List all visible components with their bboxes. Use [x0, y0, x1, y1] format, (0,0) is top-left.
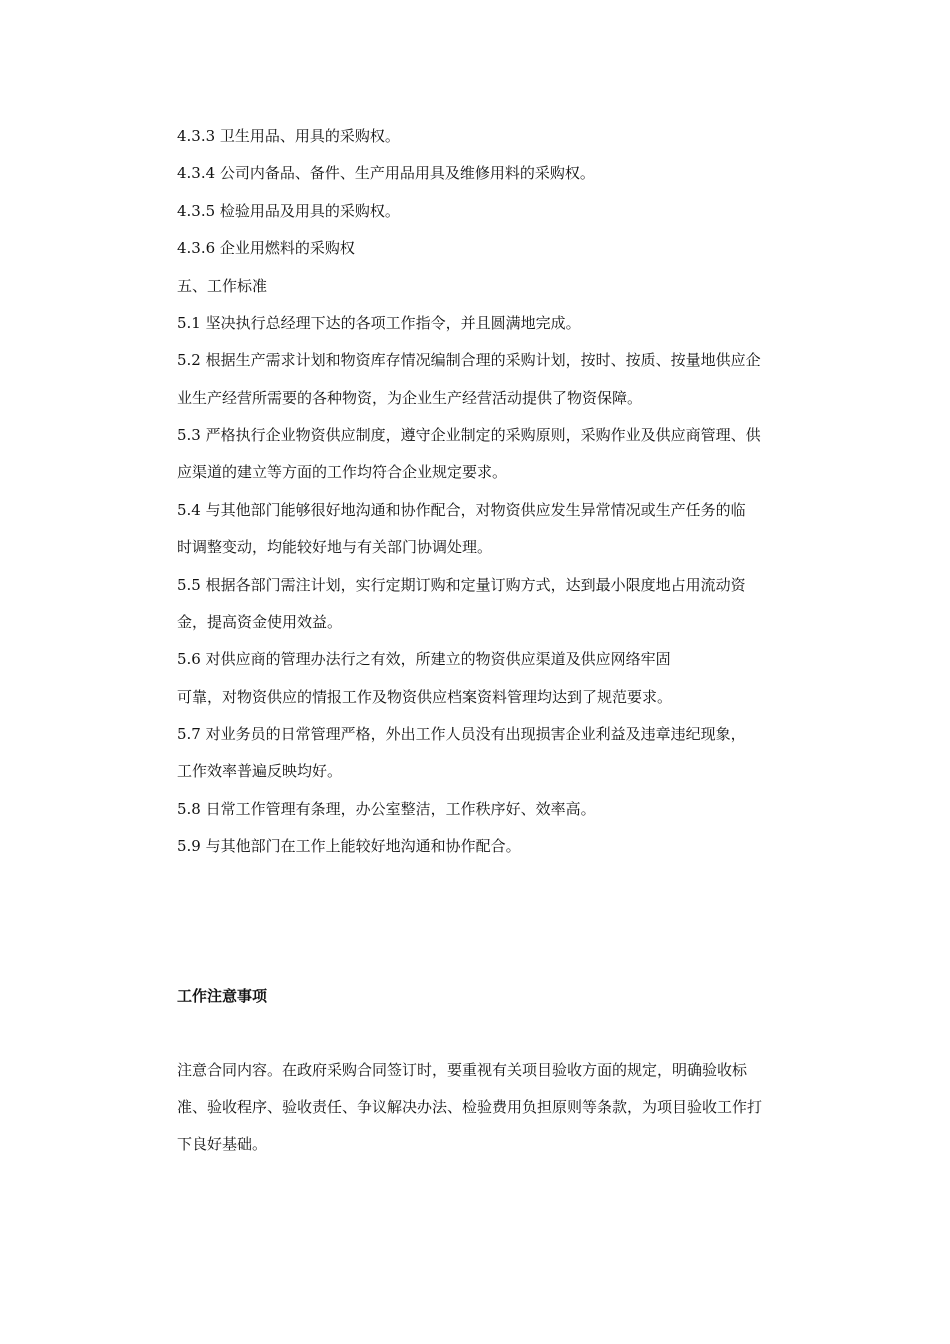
item-4-3-4: 4.3.4 公司内备品、备件、生产用品用具及维修用料的采购权。 [177, 164, 595, 182]
item-5-3-line-2: 应渠道的建立等方面的工作均符合企业规定要求。 [177, 463, 508, 481]
item-5-3-line-1: 5.3 严格执行企业物资供应制度，遵守企业制定的采购原则，采购作业及供应商管理、供 [177, 426, 761, 444]
item-5-5-line-2: 金，提高资金使用效益。 [177, 613, 343, 631]
item-5-6-line-1: 5.6 对供应商的管理办法行之有效，所建立的物资供应渠道及供应网络牢固 [177, 650, 671, 668]
item-5-1: 5.1 坚决执行总经理下达的各项工作指令，并且圆满地完成。 [177, 314, 581, 332]
item-5-4-line-1: 5.4 与其他部门能够很好地沟通和协作配合，对物资供应发生异常情况或生产任务的临 [177, 501, 746, 519]
item-5-2-line-1: 5.2 根据生产需求计划和物资库存情况编制合理的采购计划，按时、按质、按量地供应企 [177, 351, 761, 369]
item-4-3-6: 4.3.6 企业用燃料的采购权 [177, 239, 355, 257]
item-5-2-line-2: 业生产经营所需要的各种物资，为企业生产经营活动提供了物资保障。 [177, 389, 643, 407]
item-4-3-3: 4.3.3 卫生用品、用具的采购权。 [177, 127, 400, 145]
item-5-7-line-1: 5.7 对业务员的日常管理严格，外出工作人员没有出现损害企业利益及违章违纪现象， [177, 725, 746, 743]
notes-title: 工作注意事项 [177, 987, 268, 1005]
item-5-5-line-1: 5.5 根据各部门需注计划，实行定期订购和定量订购方式，达到最小限度地占用流动资 [177, 576, 746, 594]
item-5-6-line-2: 可靠，对物资供应的情报工作及物资供应档案资料管理均达到了规范要求。 [177, 688, 673, 706]
item-4-3-5: 4.3.5 检验用品及用具的采购权。 [177, 202, 400, 220]
item-5-9: 5.9 与其他部门在工作上能较好地沟通和协作配合。 [177, 837, 521, 855]
item-5-4-line-2: 时调整变动，均能较好地与有关部门协调处理。 [177, 538, 493, 556]
section-heading-work-standards: 五、工作标准 [177, 277, 268, 295]
notes-line-1: 注意合同内容。在政府采购合同签订时，要重视有关项目验收方面的规定，明确验收标 [177, 1061, 748, 1079]
notes-line-3: 下良好基础。 [177, 1135, 268, 1153]
item-5-7-line-2: 工作效率普遍反映均好。 [177, 762, 343, 780]
notes-line-2: 准、验收程序、验收责任、争议解决办法、检验费用负担原则等条款，为项目验收工作打 [177, 1098, 763, 1116]
item-5-8: 5.8 日常工作管理有条理，办公室整洁，工作秩序好、效率高。 [177, 800, 596, 818]
